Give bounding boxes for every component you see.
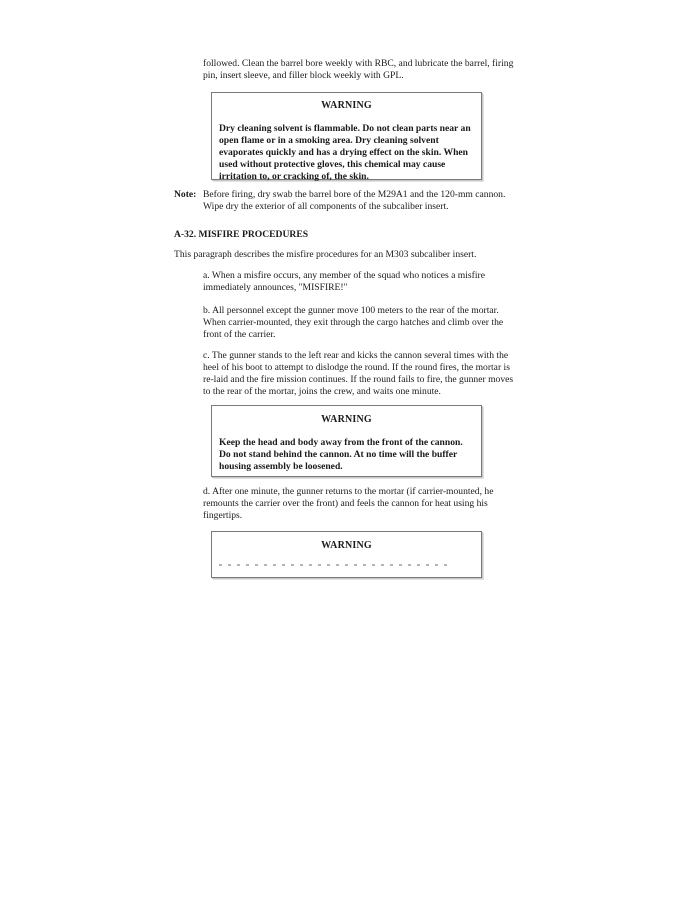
warning-text: Keep the head and body away from the front of the cannon. Do not stand behind the cannon. At no time will the buffer housing assembly be loosened. [219, 437, 463, 472]
warning-title: WARNING [321, 540, 372, 551]
step-d-paragraph: d. After one minute, the gunner returns to the mortar (if carrier-mounted, he remounts the carrier over the front) and feels the cannon for heat using his fingertips. [203, 486, 494, 521]
section-heading: A-32. MISFIRE PROCEDURES [174, 229, 309, 240]
warning-box-truncated [211, 531, 482, 578]
section-intro: This paragraph describes the misfire procedures for an M303 subcaliber insert. [174, 249, 477, 260]
step-c-paragraph: c. The gunner stands to the left rear and kicks the cannon several times with the heel of his boot to attempt to dislodge the round. If the round fires, the mortar is re-laid and the fire mission continues. If the round fails to fire, the gunner moves to the rear of the mortar, joins the crew, and waits one minute. [203, 350, 514, 397]
warning-text: Dry cleaning solvent is flammable. Do not clean parts near an open flame or in a smoking area. Dry cleaning solvent evaporates quickly and has a drying effect on the skin. When used without protective gloves, this chemical may cause irritation to, or cracking of, the skin. [219, 123, 471, 182]
warning-title: WARNING [321, 100, 372, 111]
warning-title: WARNING [321, 414, 372, 425]
cut-off-text-line [219, 564, 449, 566]
step-a-paragraph: a. When a misfire occurs, any member of the squad who notices a misfire immediately announces, "MISFIRE!" [203, 270, 485, 293]
step-b-paragraph: b. All personnel except the gunner move 100 meters to the rear of the mortar. When carrier-mounted, they exit through the cargo hatches and climb over the front of the carrier. [203, 305, 504, 340]
warning-box-solvent [211, 92, 482, 180]
note-label: Note: [174, 189, 197, 200]
note-text: Before firing, dry swab the barrel bore of the M29A1 and the 120-mm cannon. Wipe dry the exterior of all components of the subcaliber insert. [203, 189, 506, 212]
intro-paragraph: followed. Clean the barrel bore weekly with RBC, and lubricate the barrel, firing pin, insert sleeve, and filler block weekly with GPL. [203, 58, 514, 81]
warning-box-cannon [211, 405, 482, 477]
